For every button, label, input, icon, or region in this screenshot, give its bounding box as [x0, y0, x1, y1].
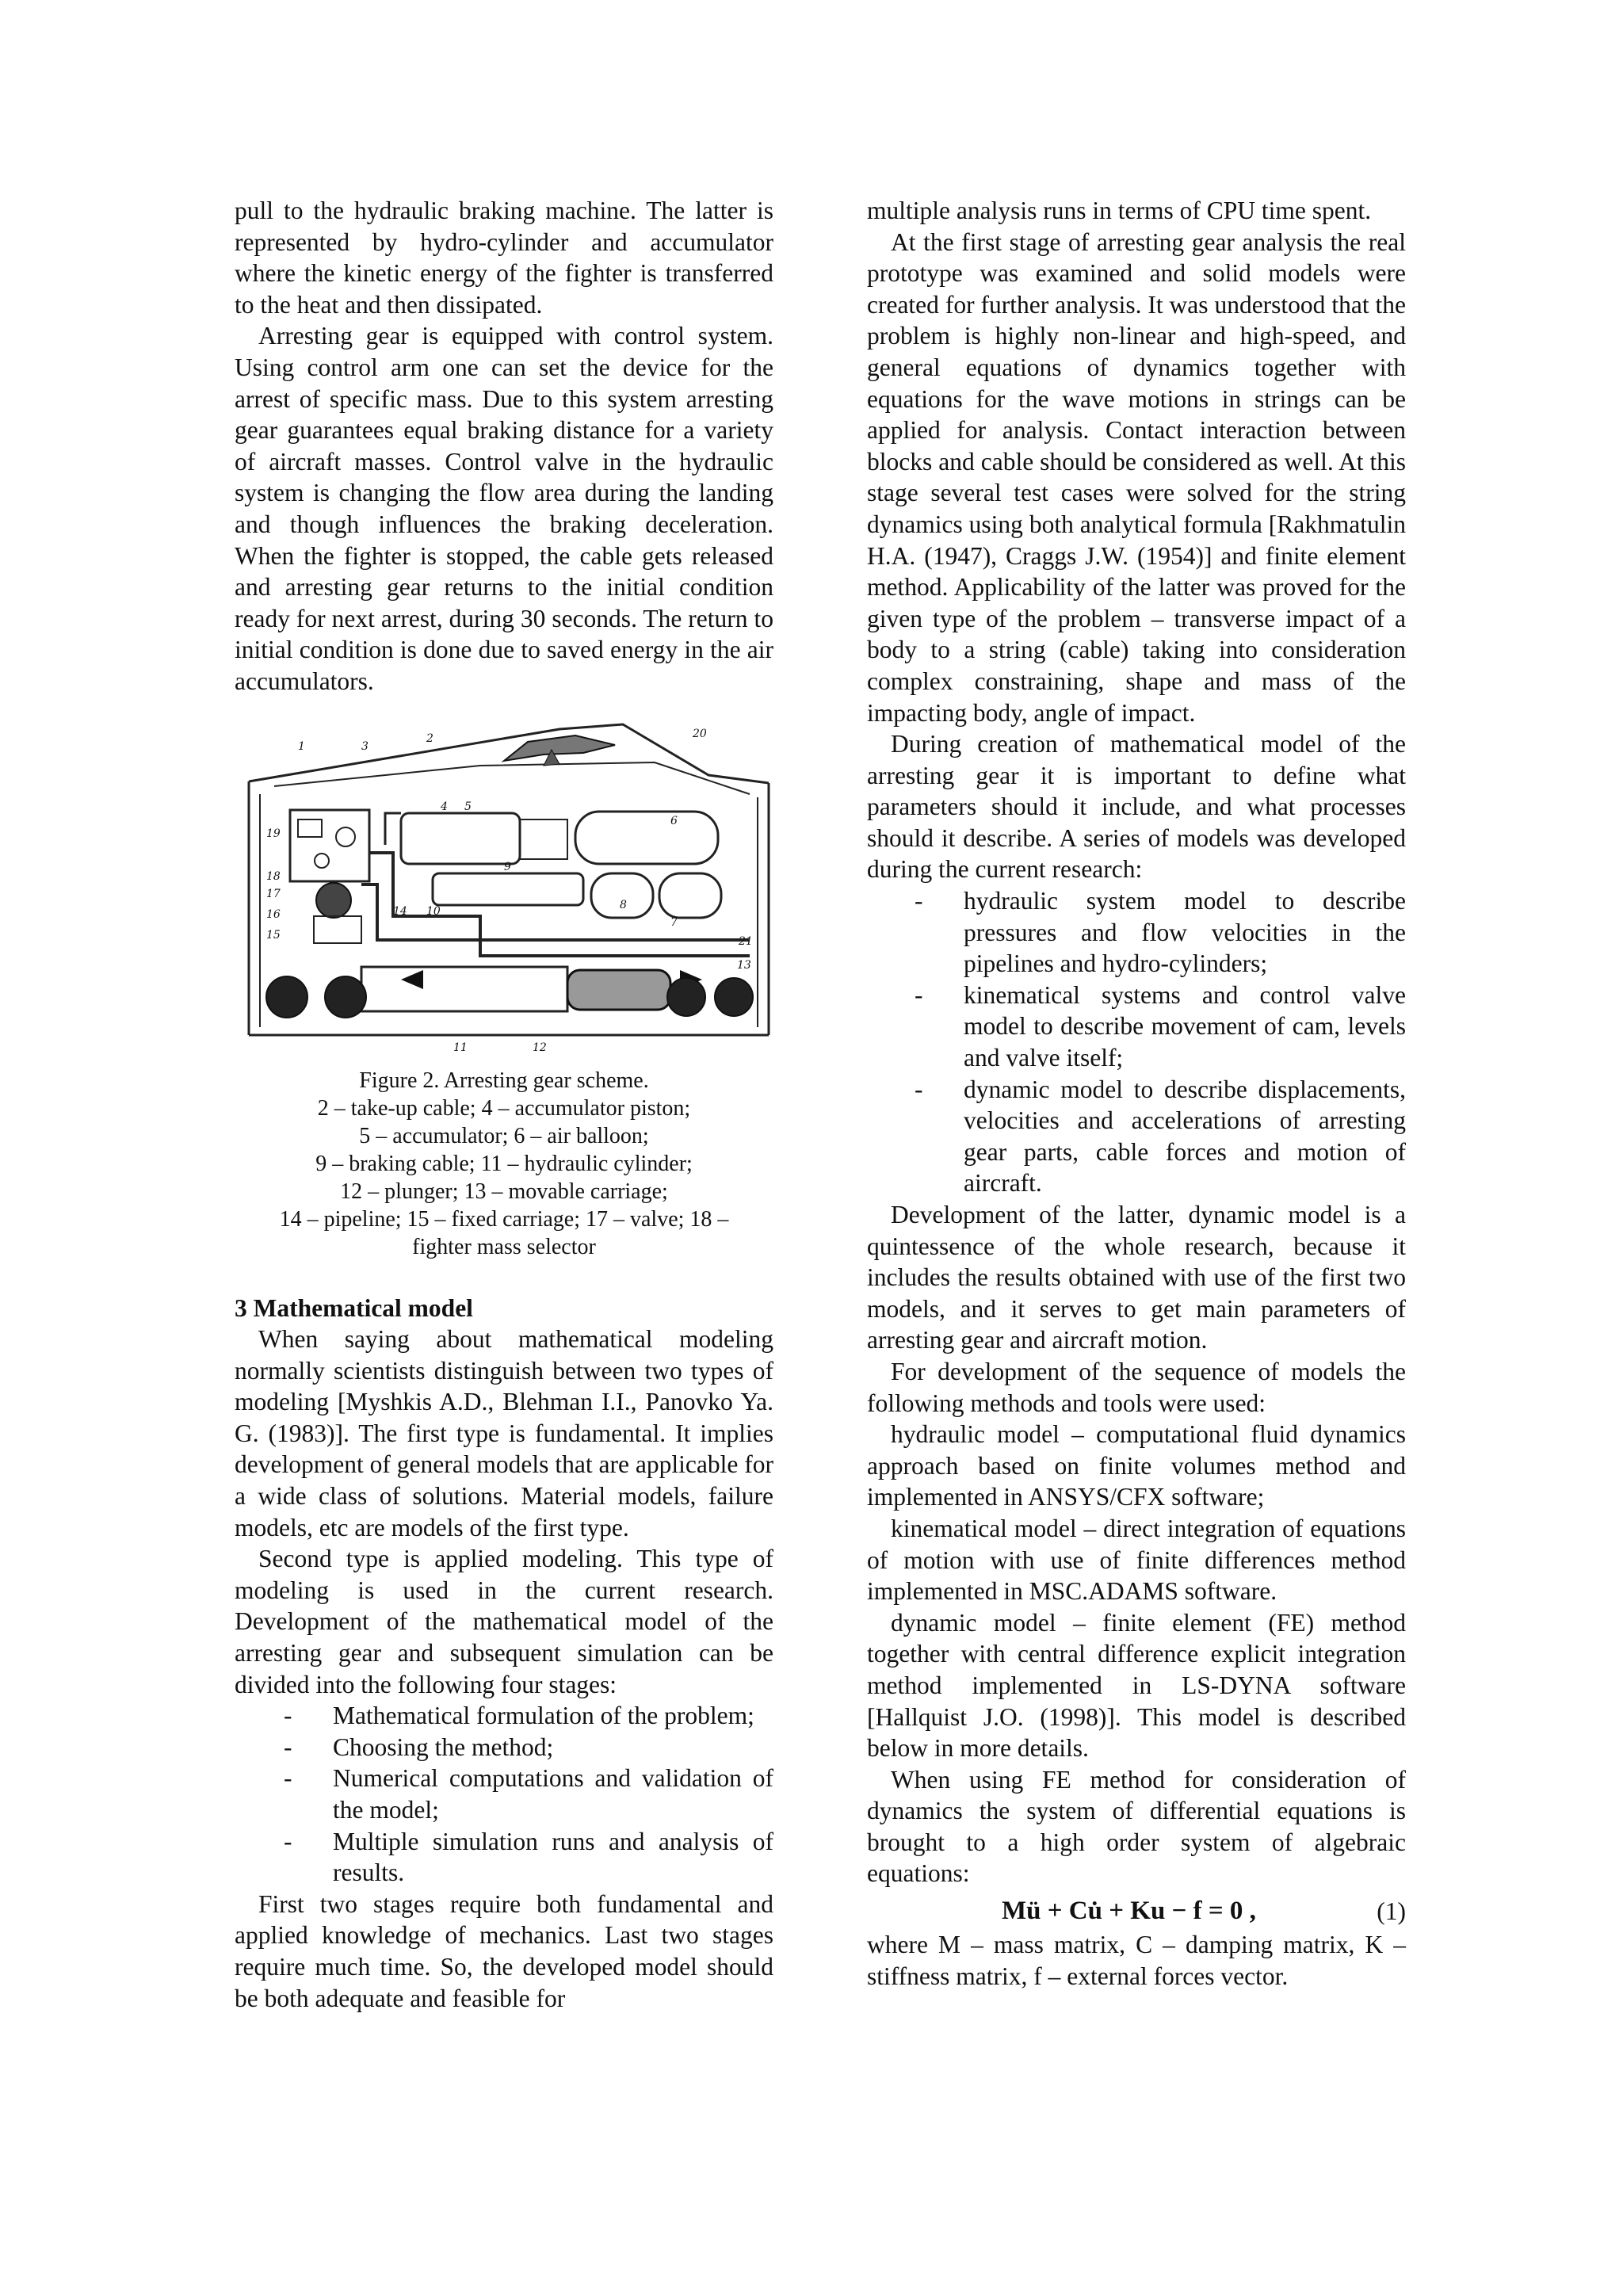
part-number-1: 1 [298, 739, 305, 753]
figure-legend-line: fighter mass selector [412, 1234, 596, 1259]
part-number-17: 17 [266, 887, 281, 900]
part-number-7: 7 [670, 915, 678, 929]
right-paragraph-1: multiple analysis runs in terms of CPU time spent. [867, 197, 1372, 224]
list-item: - Mathematical formulation of the problem; [333, 1700, 773, 1732]
part-number-10: 10 [426, 904, 441, 918]
right-paragraph-9: When using FE method for consideration of dynamics the system of differential equations is brought to a high order system of algebraic equations: [867, 1765, 1406, 1888]
figure-legend-line: 14 – pipeline; 15 – fixed carriage; 17 – valve; 18 – [279, 1206, 729, 1232]
part-number-12: 12 [533, 1041, 547, 1054]
list-item: - dynamic model to describe displacements, velocities and accelerations of arresting gear parts, cable forces and motion of aircraft. [964, 1074, 1406, 1199]
figure-legend-line: 2 – take-up cable; 4 – accumulator piston; [317, 1095, 691, 1121]
part-number-6: 6 [670, 814, 678, 827]
right-paragraph-6: hydraulic model – computational fluid dynamics approach based on finite volumes method and implemented in ANSYS/CFX software; [867, 1420, 1406, 1511]
figure-2 [235, 718, 773, 1261]
list-item: - Multiple simulation runs and analysis of results. [333, 1826, 773, 1889]
figure-legend-line: 12 – plunger; 13 – movable carriage; [340, 1179, 668, 1204]
part-number-8: 8 [620, 898, 627, 911]
right-paragraph-3: During creation of mathematical model of the arresting gear it is important to define what parameters should it include, and what processes should it describe. A series of models was developed during the current research: [867, 730, 1406, 884]
list-item: - hydraulic system model to describe pressures and flow velocities in the pipelines and hydro-cylinders; [964, 885, 1406, 980]
left-paragraph-3: When saying about mathematical modeling normally scientists distinguish between two types of modeling [Myshkis A.D., Blehman I.I., Panovko Ya. G. (1983)]. The first type is fundamental. It implies development of general models that are applicable for a wide class of solutions. Material models, failure models, etc are models of the first type. [235, 1325, 773, 1541]
figure-legend-line: 5 – accumulator; 6 – air balloon; [359, 1123, 649, 1148]
part-number-18: 18 [266, 869, 281, 883]
part-number-3: 3 [361, 739, 369, 753]
right-paragraph-4: Development of the latter, dynamic model is a quintessence of the whole research, because it includes the results obtained with use of the first two models, and it serves to get main parameters of arresting gear and aircraft motion. [867, 1201, 1406, 1354]
stages-list [235, 1700, 773, 1889]
part-number-19: 19 [266, 827, 281, 840]
part-number-4: 4 [441, 800, 448, 813]
arresting-gear-scheme [242, 718, 781, 1056]
part-number-15: 15 [266, 928, 281, 942]
right-column [867, 195, 1406, 1992]
list-item: - Choosing the method; [333, 1732, 773, 1763]
figure-legend-line: 9 – braking cable; 11 – hydraulic cylinder; [315, 1151, 693, 1176]
list-item: - kinematical systems and control valve model to describe movement of cam, levels and valve itself; [964, 980, 1406, 1074]
right-paragraph-2: At the first stage of arresting gear analysis the real prototype was examined and solid models were created for further analysis. It was understood that the problem is highly non-linear and high-speed, and general equations of dynamics together with equations for the wave motions in strings can be applied for analysis. Contact interaction between blocks and cable should be considered as well. At this stage several test cases were solved for the string dynamics using both analytical formula [Rakhmatulin H.A. (1947), Craggs J.W. (1954)] and finite element method. Applicability of the latter was proved for the given type of the problem – transverse impact of a body to a string (cable) taking into consideration complex constraining, shape and mass of the impacting body, angle of impact. [867, 227, 1406, 727]
right-paragraph-10: where M – mass matrix, C – damping matrix, K – stiffness matrix, f – external forces vector. [867, 1931, 1406, 1990]
figure-title: Figure 2. Arresting gear scheme. [359, 1068, 649, 1093]
left-paragraph-5: First two stages require both fundamental and applied knowledge of mechanics. Last two stages require much time. So, the developed model should be both adequate and feasible for [235, 1889, 773, 2012]
figure-caption [235, 1067, 773, 1261]
part-number-11: 11 [453, 1041, 468, 1054]
right-paragraph-7: kinematical model – direct integration of equations of motion with use of finite differences method implemented in MSC.ADAMS software. [867, 1514, 1406, 1606]
part-number-9: 9 [504, 860, 511, 873]
left-paragraph-4: Second type is applied modeling. This type of modeling is used in the current research. Development of the mathematical model of the arresting gear and subsequent simulation can be divided into the following four stages: [235, 1545, 773, 1698]
section-heading: 3 Mathematical model [235, 1293, 473, 1322]
part-number-20: 20 [693, 727, 707, 740]
equation-number: (1) [1377, 1897, 1406, 1926]
left-column [235, 195, 773, 2014]
right-paragraph-5: For development of the sequence of models the following methods and tools were used: [867, 1357, 1406, 1417]
part-number-5: 5 [464, 800, 472, 813]
part-number-16: 16 [266, 907, 281, 921]
right-paragraph-8: dynamic model – finite element (FE) method together with central difference explicit integration method implemented in LS-DYNA software [Hallquist J.O. (1998)]. This model is described below in more details. [867, 1608, 1406, 1763]
models-list [867, 885, 1406, 1199]
equation-1 [867, 1896, 1406, 1929]
part-number-14: 14 [393, 904, 407, 918]
left-paragraph-2: Arresting gear is equipped with control system. Using control arm one can set the device for the arrest of specific mass. Due to this system arresting gear guarantees equal braking distance for a variety of aircraft masses. Control valve in the hydraulic system is changing the flow area during the landing and though influences the braking deceleration. When the fighter is stopped, the cable gets released and arresting gear returns to the initial condition ready for next arrest, during 30 seconds. The return to initial condition is done due to saved energy in the air accumulators. [235, 322, 773, 695]
equation-body: Mü + Cu̇ + Ku − f = 0 , [1002, 1897, 1256, 1926]
list-item: - Numerical computations and validation of the model; [333, 1763, 773, 1825]
part-number-2: 2 [426, 732, 433, 745]
left-paragraph-1: pull to the hydraulic braking machine. The latter is represented by hydro-cylinder and accumulator where the kinetic energy of the fighter is transferred to the heat and then dissipated. [235, 197, 773, 319]
part-number-21: 21 [739, 934, 753, 948]
part-number-13: 13 [737, 958, 751, 972]
